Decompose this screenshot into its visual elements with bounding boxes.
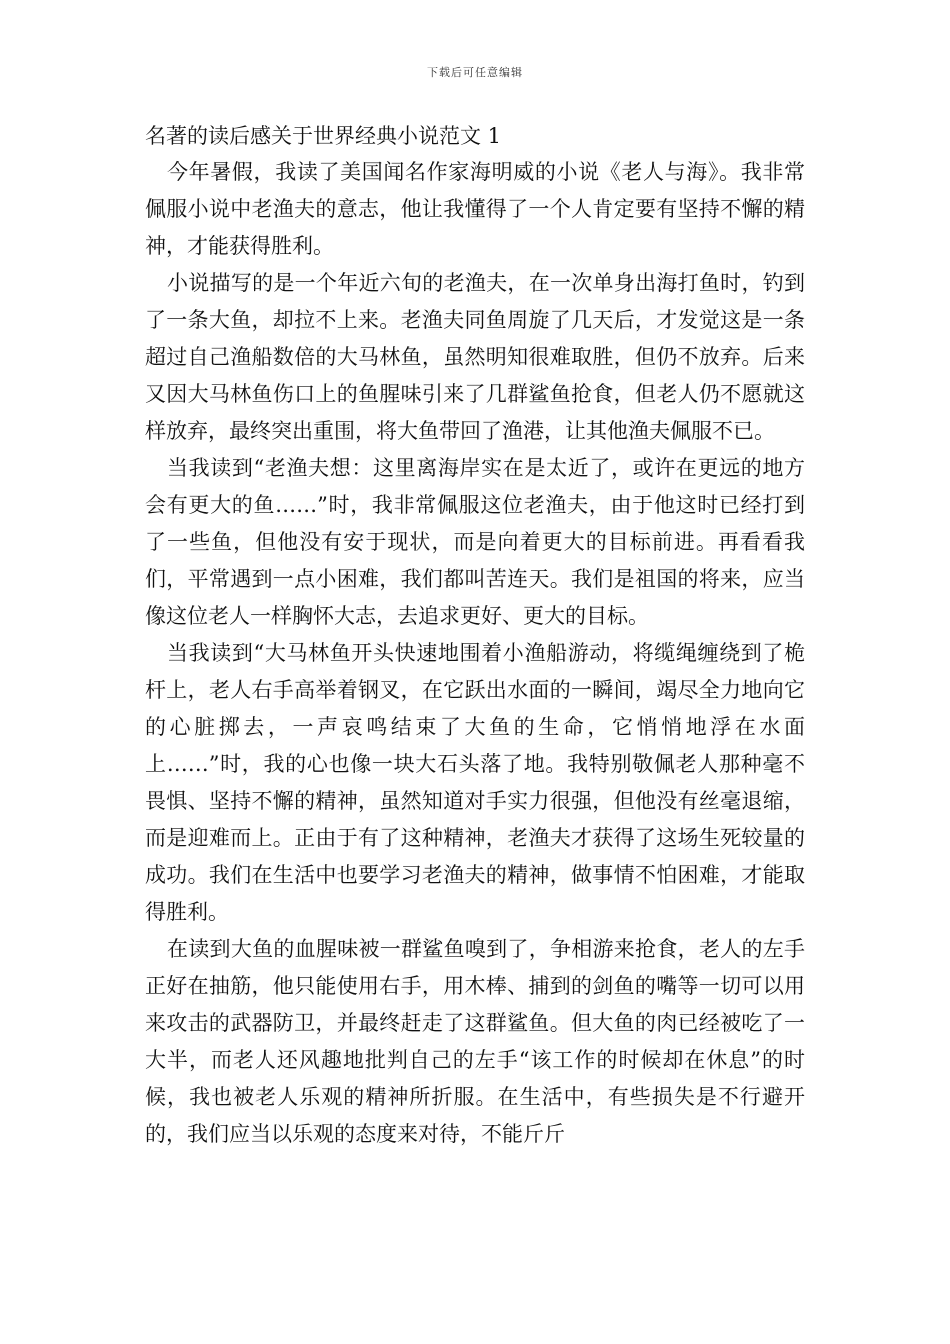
paragraph: 当我读到“大马林鱼开头快速地围着小渔船游动，将缆绳缠绕到了桅杆上，老人右手高举着钢叉，在它跃出水面的一瞬间，竭尽全力地向它的心脏掷去，一声哀鸣结束了大鱼的生命，它悄悄地浮在水面上……”时，我的心也像一块大石头落了地。我特别敬佩老人那种毫不畏惧、坚持不懈的精神，虽然知道对手实力很强，但他没有丝毫退缩，而是迎难而上。正由于有了这种精神，老渔夫才获得了这场生死较量的成功。我们在生活中也要学习老渔夫的精神，做事情不怕困难，才能取得胜利。 xyxy=(145,641,805,924)
header-note: 下载后可任意编辑 xyxy=(427,66,523,79)
paragraph: 在读到大鱼的血腥味被一群鲨鱼嗅到了，争相游来抢食，老人的左手正好在抽筋，他只能使用右手，用木棒、捕到的剑鱼的嘴等一切可以用来攻击的武器防卫，并最终赶走了这群鲨鱼。但大鱼的肉已经被吃了一大半，而老人还风趣地批判自己的左手“该工作的时候却在休息”的时候，我也被老人乐观的精神所折服。在生活中，有些损失是不行避开的，我们应当以乐观的态度来对待，不能斤斤 xyxy=(145,937,805,1146)
paragraph: 小说描写的是一个年近六旬的老渔夫，在一次单身出海打鱼时，钓到了一条大鱼，却拉不上来。老渔夫同鱼周旋了几天后，才发觉这是一条超过自己渔船数倍的大马林鱼，虽然明知很难取胜，但仍不放弃。后来又因大马林鱼伤口上的鱼腥味引来了几群鲨鱼抢食，但老人仍不愿就这样放弃，最终突出重围，将大鱼带回了渔港，让其他渔夫佩服不已。 xyxy=(145,271,805,443)
document-title: 名著的读后感关于世界经典小说范文 1 xyxy=(145,124,502,148)
paragraph: 当我读到“老渔夫想：这里离海岸实在是太近了，或许在更远的地方会有更大的鱼……”时，我非常佩服这位老渔夫，由于他这时已经打到了一些鱼，但他没有安于现状，而是向着更大的目标前进。再看看我们，平常遇到一点小困难，我们都叫苦连天。我们是祖国的将来，应当像这位老人一样胸怀大志，去追求更好、更大的目标。 xyxy=(145,456,805,628)
document-body xyxy=(145,118,805,1153)
paragraph: 今年暑假，我读了美国闻名作家海明威的小说《老人与海》。我非常佩服小说中老渔夫的意志，他让我懂得了一个人肯定要有坚持不懈的精神，才能获得胜利。 xyxy=(145,160,805,258)
